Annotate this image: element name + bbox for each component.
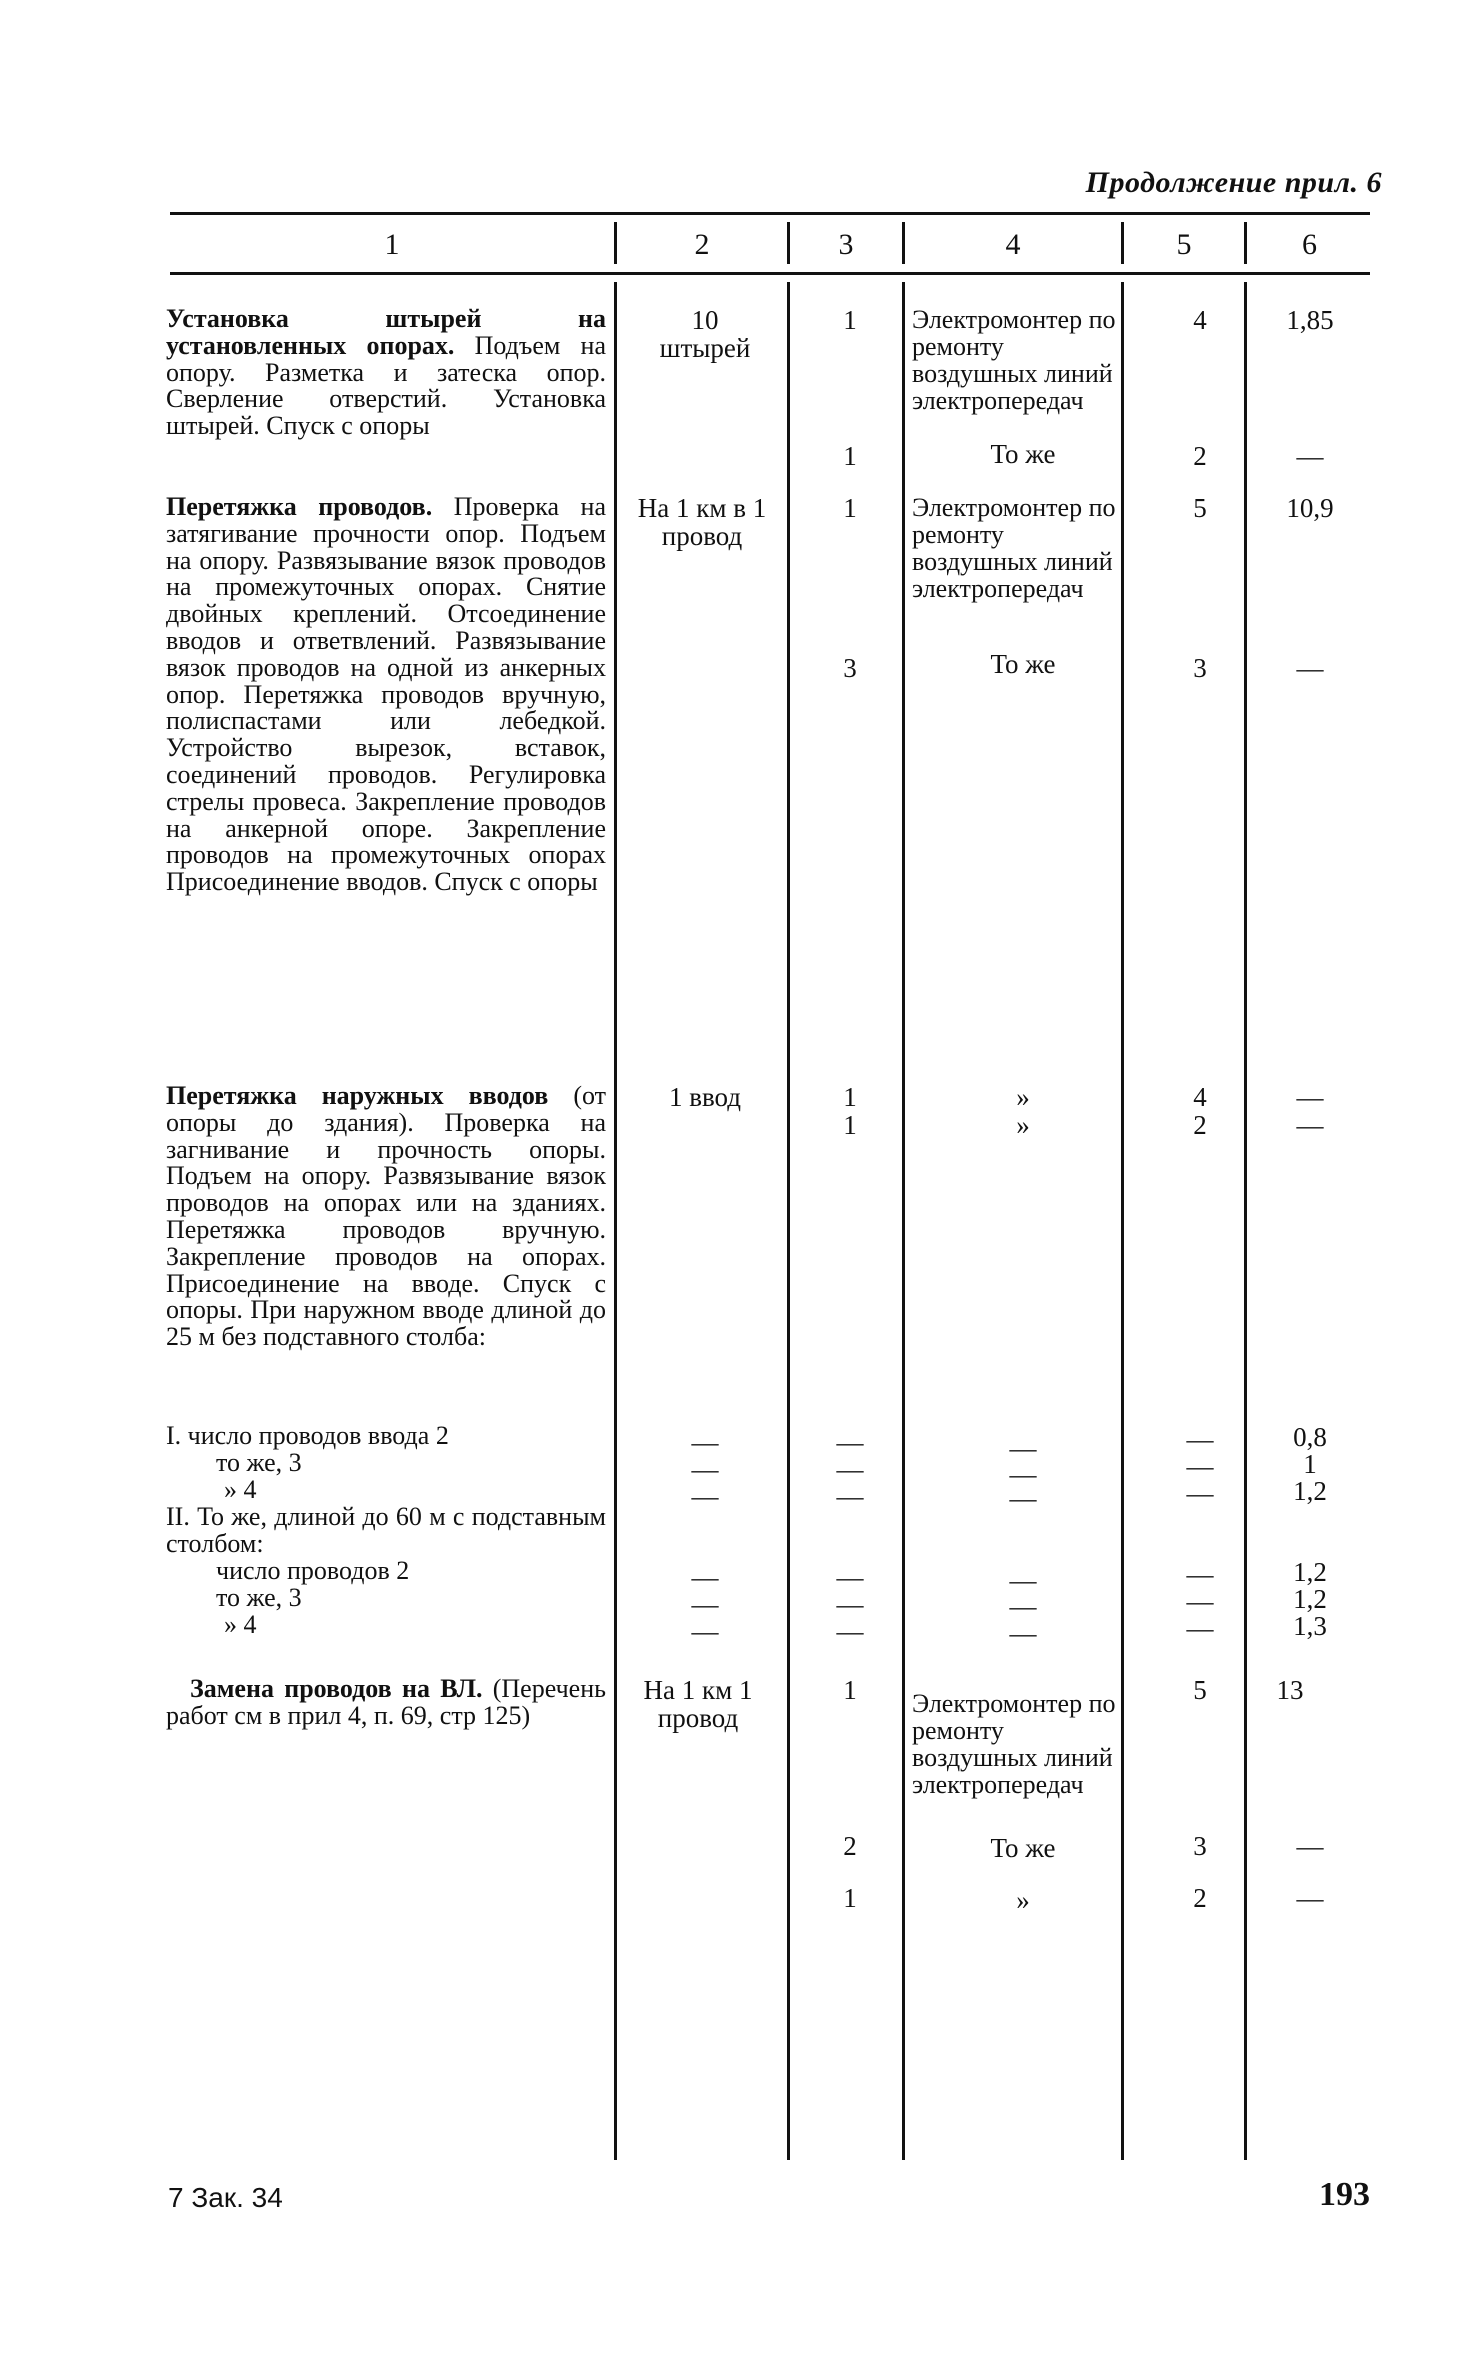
continuation-heading: Продолжение прил. 6 [1085, 166, 1382, 199]
row-count: 1 [843, 1110, 857, 1140]
empty-dash: — [1009, 1618, 1037, 1648]
empty-dash: — [1186, 1424, 1214, 1454]
empty-dash: — [836, 1562, 864, 1592]
empty-dash: — [1186, 1559, 1214, 1589]
row-grade: 3 [1193, 653, 1207, 683]
table-header-rule [170, 272, 1370, 275]
subitem-norm: 1,2 [1293, 1476, 1327, 1506]
empty-dash: — [836, 1616, 864, 1646]
column-divider [614, 282, 617, 2160]
empty-dash: — [1186, 1451, 1214, 1481]
empty-dash: — [836, 1427, 864, 1457]
row-title: Перетяжка наружных вводов [166, 1081, 549, 1110]
empty-dash: — [1009, 1565, 1037, 1595]
column-divider [902, 282, 905, 2160]
empty-dash: — [836, 1589, 864, 1619]
subitem-label: то же, 3 [216, 1448, 302, 1477]
subitem-label: II. То же, длиной до 60 м с подставным столбом: [166, 1502, 606, 1558]
subitem-norm: 1 [1303, 1449, 1317, 1479]
column-divider [1244, 282, 1247, 2160]
row-norm: 1,85 [1286, 305, 1334, 335]
row-count: 1 [843, 1675, 857, 1705]
row-worker: То же [990, 439, 1056, 469]
table-row-description [166, 306, 606, 440]
empty-dash: — [691, 1562, 719, 1592]
empty-dash: — [1009, 1483, 1037, 1513]
row-count: 1 [843, 1883, 857, 1913]
empty-dash: — [691, 1589, 719, 1619]
row-text: (Перечень работ см в прил 4, п. 69, стр 125) [166, 1674, 606, 1730]
row-title: Перетяжка проводов. [166, 492, 433, 521]
empty-dash: — [1186, 1586, 1214, 1616]
row-unit: На 1 км в 1 провод [637, 493, 767, 551]
row-count: 3 [843, 653, 857, 683]
column-number: 3 [838, 228, 854, 261]
row-grade: 4 [1193, 305, 1207, 335]
row-worker: Электромонтер по ремонту воздушных линий электропередач [912, 1689, 1116, 1799]
row-unit: На 1 км 1 провод [643, 1675, 753, 1733]
table-row-description [166, 1676, 606, 1730]
row-count: 1 [843, 493, 857, 523]
row-title: Установка штырей на установленных опорах. [166, 304, 606, 360]
empty-dash: — [836, 1454, 864, 1484]
empty-dash: — [1009, 1459, 1037, 1489]
empty-dash: — [1186, 1478, 1214, 1508]
empty-dash: — [691, 1454, 719, 1484]
subitem-label: » 4 [224, 1475, 257, 1504]
row-worker: » [1016, 1082, 1030, 1112]
subitem-norm: 1,2 [1293, 1557, 1327, 1587]
row-unit: 1 ввод [668, 1082, 742, 1112]
row-norm: — [1296, 1831, 1324, 1861]
empty-dash: — [691, 1427, 719, 1457]
row-title: Замена проводов на ВЛ. [190, 1674, 483, 1703]
column-number: 4 [1005, 228, 1021, 261]
row-norm: 13 [1276, 1675, 1304, 1705]
row-text: Подъем на опору. Разметка и затеска опор. Сверление отверстий. Установка штырей. Спуск с опоры [166, 330, 606, 441]
row-norm: 10,9 [1286, 493, 1334, 523]
row-grade: 4 [1193, 1082, 1207, 1112]
subitem-label: число проводов 2 [216, 1556, 410, 1585]
column-number: 2 [694, 228, 710, 261]
subitem-label: » 4 [224, 1610, 257, 1639]
table-top-rule [170, 212, 1370, 215]
row-unit: 10 штырей [659, 305, 751, 363]
subitem-norm: 1,2 [1293, 1584, 1327, 1614]
row-grade: 3 [1193, 1831, 1207, 1861]
table-row-description [166, 494, 606, 896]
row-grade: 2 [1193, 1110, 1207, 1140]
empty-dash: — [691, 1481, 719, 1511]
row-grade: 2 [1193, 441, 1207, 471]
row-grade: 5 [1193, 1675, 1207, 1705]
row-worker: Электромонтер по ремонту воздушных линий электропередач [912, 493, 1116, 603]
column-number: 6 [1302, 228, 1317, 261]
row-worker: То же [990, 649, 1056, 679]
subitem-norm: 0,8 [1293, 1422, 1327, 1452]
column-number: 5 [1176, 228, 1192, 261]
row-norm: — [1296, 1883, 1324, 1913]
row-text: (от опоры до здания). Проверка на загнивание и прочность опоры. Подъем на опору. Развязывание вязок проводов на опорах или на зданиях. Перетяжка проводов вручную. Закрепление проводов на опорах. Присоединение на вводе. Спуск с опоры. При наружном вводе длиной до 25 м без подставного столба: [166, 1081, 607, 1352]
table-row-description [166, 1083, 606, 1351]
page-number: 193 [1319, 2176, 1370, 2213]
row-worker: » [1016, 1885, 1030, 1915]
row-grade: 5 [1193, 493, 1207, 523]
empty-dash: — [1186, 1613, 1214, 1643]
column-divider [787, 282, 790, 2160]
row-count: 1 [843, 1082, 857, 1112]
subitem-norm: 1,3 [1293, 1611, 1327, 1641]
row-count: 1 [843, 441, 857, 471]
row-worker: То же [990, 1833, 1056, 1863]
row-count: 2 [843, 1831, 857, 1861]
row-worker: » [1016, 1110, 1030, 1140]
order-number: 7 Зак. 34 [168, 2182, 283, 2213]
empty-dash: — [1009, 1591, 1037, 1621]
row-norm: — [1296, 1082, 1324, 1112]
row-norm: — [1296, 1110, 1324, 1140]
row-norm: — [1296, 653, 1324, 683]
subitem-label: то же, 3 [216, 1583, 302, 1612]
subitem-label: I. число проводов ввода 2 [166, 1421, 449, 1450]
row-worker: Электромонтер по ремонту воздушных линий электропередач [912, 305, 1116, 415]
row-norm: — [1296, 441, 1324, 471]
empty-dash: — [1009, 1433, 1037, 1463]
row-grade: 2 [1193, 1883, 1207, 1913]
empty-dash: — [691, 1616, 719, 1646]
column-number: 1 [384, 228, 400, 261]
row-count: 1 [843, 305, 857, 335]
row-text: Проверка на затягивание прочности опор. Подъем на опору. Развязывание вязок проводов на промежуточных опорах. Снятие двойных креплений. Отсоединение вводов и ответвлений. Развязывание вязок проводов на одной из анкерных опор. Перетяжка проводов вручную, полиспастами или лебедкой. Устройство вырезок, вставок, соединений проводов. Регулировка стрелы провеса. Закрепление проводов на анкерной опоре. Закрепление проводов на промежуточных опорах Присоединение вводов. Спуск с опоры [166, 492, 607, 897]
empty-dash: — [836, 1481, 864, 1511]
